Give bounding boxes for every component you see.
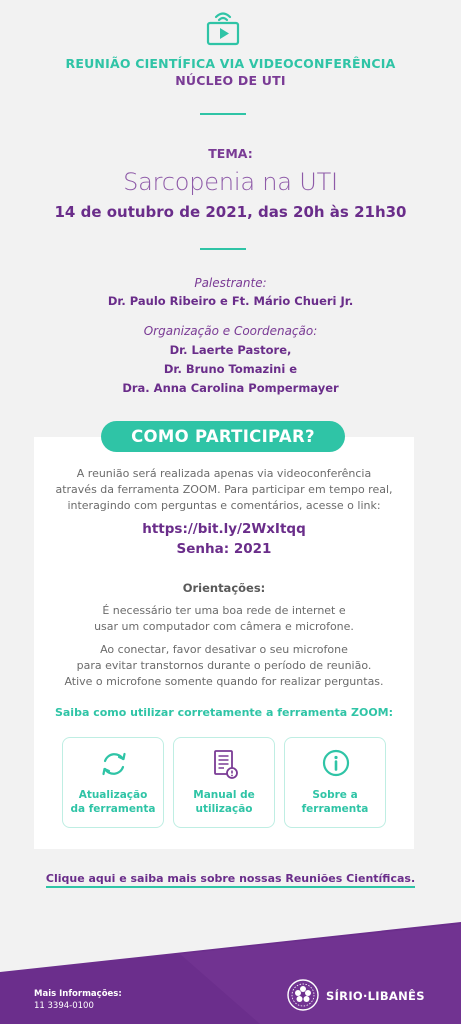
contact-label: Mais Informações: (34, 989, 122, 999)
orientation-line: Ative o microfone somente quando for realizar perguntas. (64, 675, 384, 688)
contact-phone: 11 3394-0100 (34, 1001, 94, 1011)
organization-label: Organização e Coordenação: (143, 324, 318, 338)
manual-icon (209, 748, 241, 780)
tile-label-line: Manual de (193, 789, 255, 801)
brand-name: SÍRIO·LIBANÊS (326, 989, 425, 1003)
tema-title: Sarcopenia na UTI (123, 168, 338, 196)
meeting-link[interactable]: https://bit.ly/2WxItqq (142, 521, 306, 537)
intro-text (34, 466, 414, 514)
tool-update-button[interactable] (62, 737, 164, 828)
refresh-icon (98, 748, 130, 780)
orientation-line: para evitar transtornos durante o período de reunião. (76, 659, 372, 672)
scientific-meetings-link[interactable] (0, 872, 461, 885)
tile-label (174, 788, 274, 816)
tile-label (63, 788, 163, 816)
organizer-name: Dr. Laerte Pastore, (169, 343, 292, 357)
event-date: 14 de outubro de 2021, das 20h às 21h30 (54, 203, 407, 221)
organizer-name: Dr. Bruno Tomazini e (163, 362, 298, 376)
tile-label-line: ferramenta (301, 803, 369, 815)
how-to-participate-badge: COMO PARTICIPAR? (101, 421, 345, 452)
event-group-title: NÚCLEO DE UTI (175, 73, 286, 88)
orientation-text (34, 642, 414, 690)
user-manual-button[interactable] (173, 737, 275, 828)
orientation-line: É necessário ter uma boa rede de internet e (102, 604, 346, 617)
organizer-name: Dra. Anna Carolina Pompermayer (122, 381, 339, 395)
brand-logo (286, 978, 426, 1014)
event-type-title: REUNIÃO CIENTÍFICA VIA VIDEOCONFERÊNCIA (65, 56, 396, 71)
divider (200, 113, 246, 115)
meeting-password: Senha: 2021 (176, 541, 272, 557)
contact-info (34, 988, 122, 1012)
tile-label (285, 788, 385, 816)
orientation-line: Ao conectar, favor desativar o seu microfone (100, 643, 348, 656)
divider (200, 248, 246, 250)
intro-line: através da ferramenta ZOOM. Para participar em tempo real, (55, 483, 393, 496)
scientific-meetings-link-text[interactable]: Clique aqui e saiba mais sobre nossas Reuniões Científicas. (46, 872, 415, 888)
about-tool-button[interactable] (284, 737, 386, 828)
orientation-line: usar um computador com câmera e microfone. (94, 620, 354, 633)
tile-label-line: Atualização (78, 789, 148, 801)
speaker-label: Palestrante: (194, 276, 267, 290)
tile-label-line: Sobre a (312, 789, 358, 801)
intro-line: interagindo com perguntas e comentários, acesse o link: (67, 499, 381, 512)
speaker-names: Dr. Paulo Ribeiro e Ft. Mário Chueri Jr. (107, 294, 354, 308)
orientations-title: Orientações: (182, 581, 266, 595)
video-conference-icon (203, 8, 243, 48)
tile-label-line: utilização (195, 803, 253, 815)
intro-line: A reunião será realizada apenas via videoconferência (76, 467, 372, 480)
orientation-text (34, 603, 414, 635)
info-icon (320, 748, 352, 780)
tile-label-line: da ferramenta (70, 803, 156, 815)
hospital-seal-icon (286, 978, 320, 1012)
tema-label: TEMA: (208, 146, 253, 161)
zoom-help-title: Saiba como utilizar corretamente a ferramenta ZOOM: (54, 706, 394, 719)
